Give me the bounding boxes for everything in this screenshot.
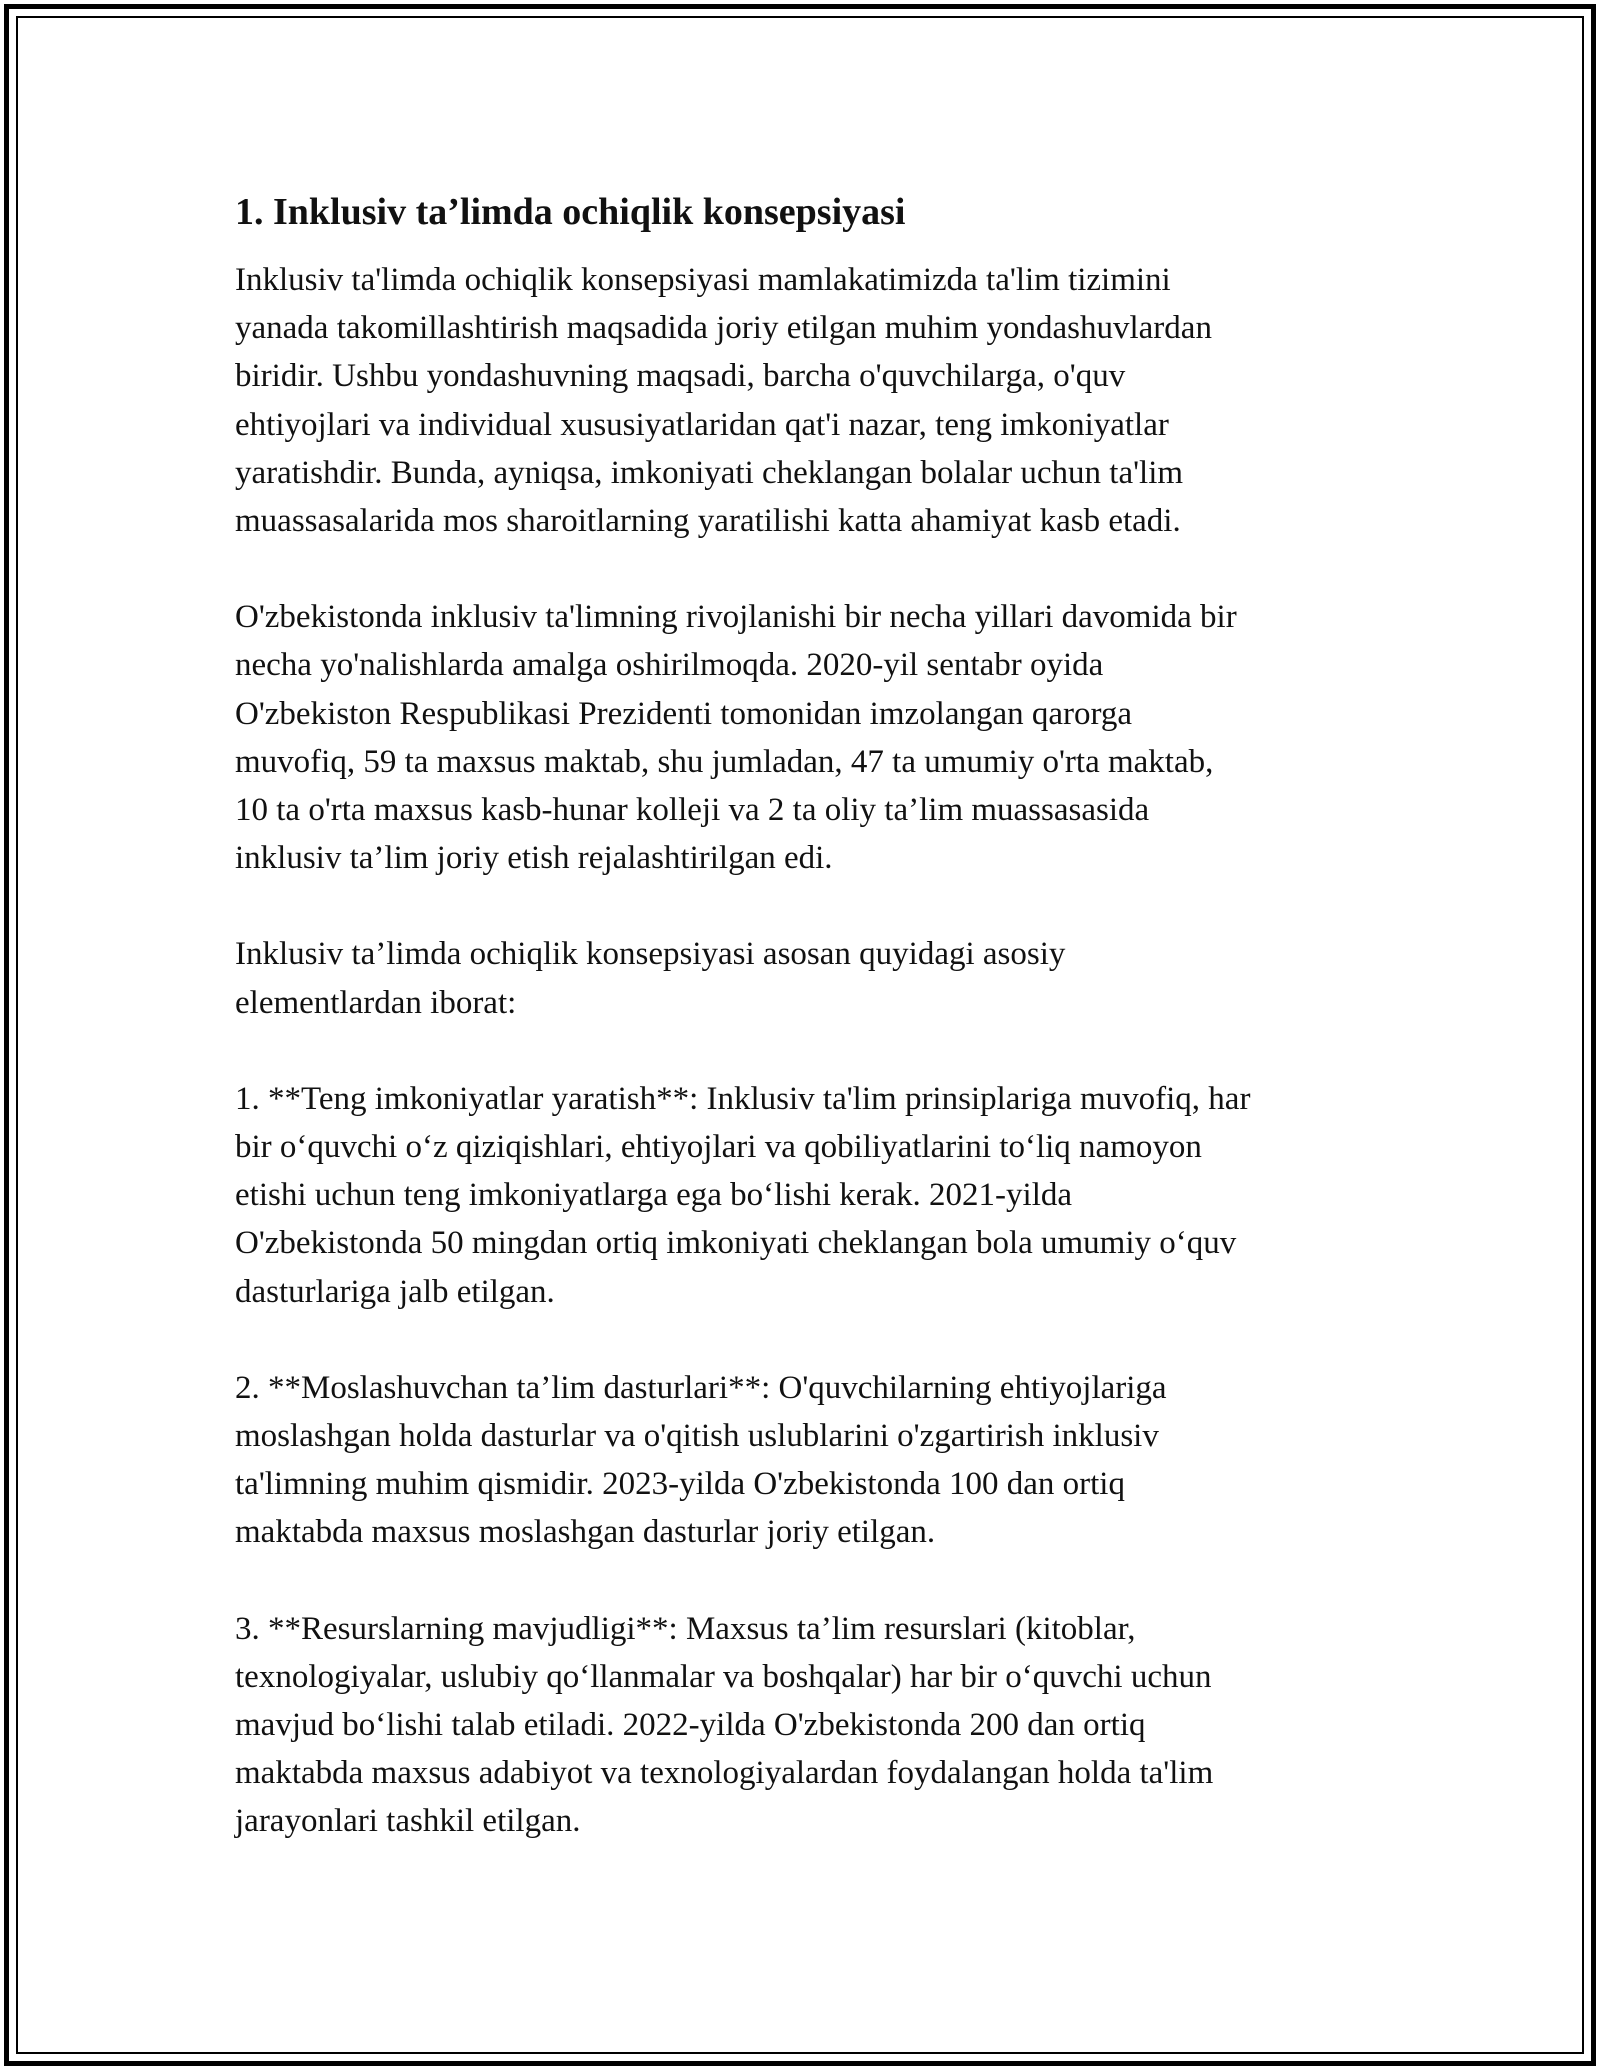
text-line: moslashgan holda dasturlar va o'qitish uslublarini o'zgartirish inklusiv (235, 1418, 1159, 1455)
text-line: etishi uchun teng imkoniyatlarga ega bo‘lishi kerak. 2021-yilda (235, 1177, 1073, 1214)
text-line: jarayonlari tashkil etilgan. (235, 1803, 581, 1840)
text-line: maktabda maxsus adabiyot va texnologiyalardan foydalangan holda ta'lim (235, 1755, 1214, 1792)
paragraph-list (235, 256, 1385, 1846)
text-line: elementlardan iborat: (235, 984, 517, 1021)
text-line: ehtiyojlari va individual xususiyatlaridan qat'i nazar, teng imkoniyatlar (235, 406, 1169, 443)
text-line: bir o‘quvchi o‘z qiziqishlari, ehtiyojlari va qobiliyatlarini to‘liq namoyon (235, 1129, 1202, 1166)
section-heading: 1. Inklusiv ta’limda ochiqlik konsepsiyasi (235, 191, 906, 233)
text-line: mavjud bo‘lishi talab etiladi. 2022-yilda O'zbekistonda 200 dan ortiq (235, 1707, 1146, 1744)
text-line: Inklusiv ta’limda ochiqlik konsepsiyasi asosan quyidagi asosiy (235, 936, 1066, 973)
text-line: 3. **Resurslarning mavjudligi**: Maxsus ta’lim resurslari (kitoblar, (235, 1610, 1136, 1647)
text-line: muvofiq, 59 ta maxsus maktab, shu jumladan, 47 ta umumiy o'rta maktab, (235, 743, 1214, 780)
intro-paragraph (235, 256, 1385, 545)
list-item-equal-opportunities (235, 1075, 1385, 1316)
history-paragraph (235, 593, 1385, 882)
text-line: O'zbekistonda 50 mingdan ortiq imkoniyati cheklangan bola umumiy o‘quv (235, 1225, 1237, 1262)
list-item-resources (235, 1605, 1385, 1846)
text-line: dasturlariga jalb etilgan. (235, 1273, 555, 1310)
text-line: 1. **Teng imkoniyatlar yaratish**: Inklusiv ta'lim prinsiplariga muvofiq, har (235, 1080, 1251, 1117)
text-line: 2. **Moslashuvchan ta’lim dasturlari**: O'quvchilarning ehtiyojlariga (235, 1369, 1167, 1406)
text-line: inklusiv ta’lim joriy etish rejalashtirilgan edi. (235, 840, 833, 877)
document-body (235, 188, 1385, 1846)
list-item-flexible-programs (235, 1364, 1385, 1557)
text-line: O'zbekiston Respublikasi Prezidenti tomonidan imzolangan qarorga (235, 695, 1133, 732)
text-line: 10 ta o'rta maxsus kasb-hunar kolleji va 2 ta oliy ta’lim muassasasida (235, 792, 1150, 829)
text-line: ta'limning muhim qismidir. 2023-yilda O'zbekistonda 100 dan ortiq (235, 1466, 1125, 1503)
text-line: Inklusiv ta'limda ochiqlik konsepsiyasi mamlakatimizda ta'lim tizimini (235, 262, 1171, 298)
text-line: yanada takomillashtirish maqsadida joriy etilgan muhim yondashuvlardan (235, 310, 1212, 347)
text-line: biridir. Ushbu yondashuvning maqsadi, barcha o'quvchilarga, o'quv (235, 358, 1126, 395)
text-line: O'zbekistonda inklusiv ta'limning rivojlanishi bir necha yillari davomida bir (235, 599, 1237, 636)
text-line: muassasalarida mos sharoitlarning yaratilishi katta ahamiyat kasb etadi. (235, 503, 1181, 540)
text-line: texnologiyalar, uslubiy qo‘llanmalar va boshqalar) har bir o‘quvchi uchun (235, 1658, 1212, 1695)
text-line: yaratishdir. Bunda, ayniqsa, imkoniyati cheklangan bolalar uchun ta'lim (235, 454, 1184, 491)
elements-intro-paragraph (235, 930, 1385, 1026)
text-line: maktabda maxsus moslashgan dasturlar joriy etilgan. (235, 1514, 936, 1551)
text-line: necha yo'nalishlarda amalga oshirilmoqda. 2020-yil sentabr oyida (235, 647, 1104, 684)
